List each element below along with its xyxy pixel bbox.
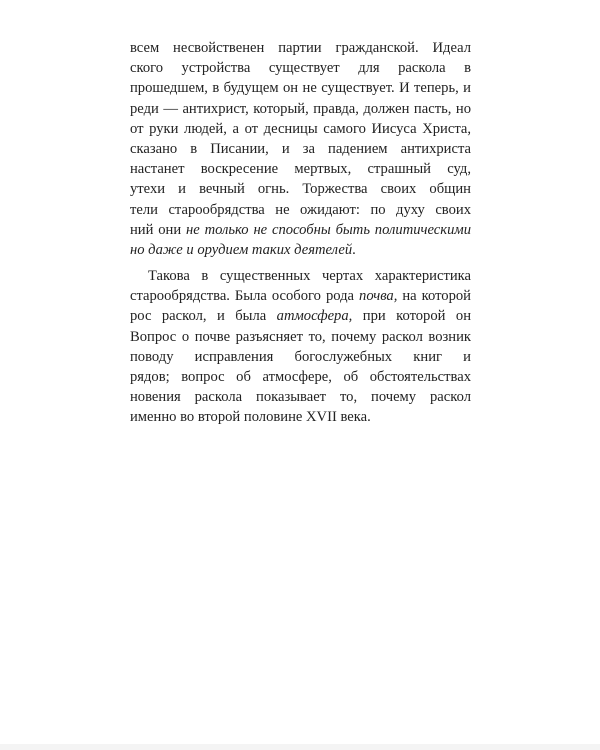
text-line	[130, 266, 471, 286]
text-segment: рос раскол, и была	[130, 308, 277, 325]
text-line	[130, 139, 471, 159]
text-segment: .	[352, 241, 356, 258]
text-segment: прошедшем, в будущем он не существует. И теперь, и	[130, 80, 471, 97]
text-line	[130, 327, 471, 347]
text-line	[130, 179, 471, 199]
text-line	[130, 99, 471, 119]
text-segment: новения раскола показывает то, почему раскол	[130, 389, 471, 406]
text-segment: именно во второй половине XVII века.	[130, 409, 371, 426]
text-segment: всем несвойственен партии гражданской. Идеал	[130, 40, 471, 56]
text-segment: поводу исправления богослужебных книг и	[130, 348, 471, 365]
text-line	[130, 58, 471, 78]
text-line	[130, 286, 471, 306]
text-segment: Такова в существенных чертах характеристика	[148, 268, 471, 285]
text-line	[130, 119, 471, 139]
text-line	[130, 159, 471, 179]
text-segment: настанет воскресение мертвых, страшный суд,	[130, 161, 471, 178]
text-line	[130, 407, 471, 427]
paragraph	[130, 266, 471, 428]
text-segment: тели старообрядства не ожидают: по духу своих	[130, 201, 471, 218]
text-segment: при которой он	[362, 308, 471, 325]
text-segment: старообрядства. Была особого рода	[130, 288, 360, 305]
text-segment: реди — антихрист, который, правда, должен пасть, но	[130, 100, 471, 117]
text-line	[130, 220, 471, 240]
text-segment: на которой	[402, 288, 471, 305]
text-line	[130, 306, 471, 326]
text-line	[130, 367, 471, 387]
text-line	[130, 78, 471, 98]
text-line	[130, 387, 471, 407]
italic-text: атмосфера,	[276, 308, 353, 325]
paragraph	[130, 38, 471, 260]
text-segment: сказано в Писании, и за падением антихриста	[130, 140, 471, 157]
text-segment: от руки людей, а от десницы самого Иисуса Христа,	[130, 120, 471, 137]
page-bottom-edge	[0, 744, 600, 750]
text-segment: рядов; вопрос об атмосфере, об обстоятельствах	[130, 369, 471, 385]
italic-text: не только не способны быть политическими	[186, 221, 471, 238]
text-segment: утехи и вечный огнь. Торжества своих общин	[130, 181, 471, 198]
text-line	[130, 200, 471, 220]
text-line	[130, 240, 471, 260]
text-segment: Вопрос о почве разъясняет то, почему раскол возник	[130, 328, 471, 345]
text-segment: ского устройства существует для раскола в	[130, 60, 471, 77]
text-segment: ний они	[130, 221, 187, 238]
text-line	[130, 38, 471, 58]
italic-text: но даже и орудием таких деятелей	[130, 241, 353, 258]
body-text	[130, 38, 471, 428]
italic-text: почва,	[359, 288, 398, 305]
text-line	[130, 347, 471, 367]
